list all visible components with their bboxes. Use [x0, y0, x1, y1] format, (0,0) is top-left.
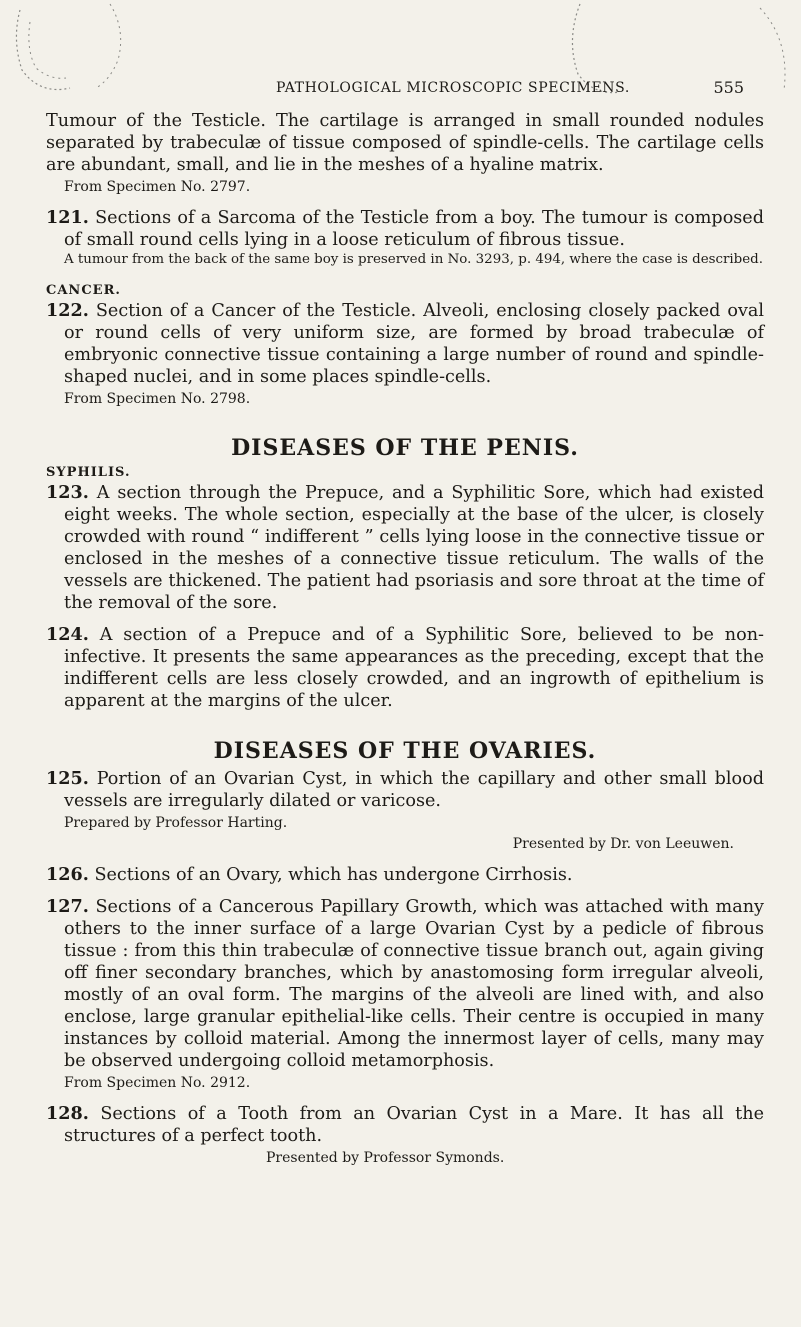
entry-123-number: 123.: [46, 482, 89, 503]
entry-128-text: Sections of a Tooth from an Ovarian Cyst in a Mare. It has all the structures of a perfect tooth.: [64, 1104, 764, 1146]
entry-124-text: A section of a Prepuce and of a Syphilitic Sore, believed to be non-infective. It presents the same appearances as the preceding, except that the indifferent cells are less closely crowded, and an ingrowth of epithelium is apparent at the margins of the ulcer.: [64, 625, 764, 711]
entry-126: [46, 864, 764, 886]
entry-124-number: 124.: [46, 624, 89, 645]
cancer-subheading: CANCER.: [46, 283, 121, 298]
entry-126-text: Sections of an Ovary, which has undergone Cirrhosis.: [94, 865, 573, 885]
ink-stain-left: [16, 10, 70, 90]
entry-127-text: Sections of a Cancerous Papillary Growth, which was attached with many others to the inner surface of a large Ovarian Cyst by a pedicle of fibrous tissue : from this thin trabeculæ of connective tissue branch out, again giving off finer secondary branches, which by anastomosing form irregular alveoli, mostly of an oval form. The margins of the alveoli are lined with, and also enclose, large granular epithelial-like cells. Their centre is occupied in many instances by colloid material. Among the innermost layer of cells, many may be observed undergoing colloid metamorphosis.: [64, 897, 764, 1071]
ink-stain-far-right: [760, 8, 785, 90]
entry-121-text: Sections of a Sarcoma of the Testicle from a boy. The tumour is composed of small round cells lying in a loose reticulum of fibrous tissue.: [64, 208, 764, 250]
section-heading-penis: DISEASES OF THE PENIS.: [231, 435, 579, 461]
entry-122: [46, 300, 764, 388]
intro-source: From Specimen No. 2797.: [64, 179, 251, 195]
entry-122-number: 122.: [46, 300, 89, 321]
ink-stain-center: [96, 4, 121, 88]
entry-128-number: 128.: [46, 1103, 89, 1124]
syphilis-subheading: SYPHILIS.: [46, 465, 131, 480]
entry-124: [46, 624, 764, 712]
page-header: [46, 80, 764, 106]
ink-stain-left-inner: [29, 22, 66, 78]
entry-122-source: From Specimen No. 2798.: [64, 391, 251, 407]
entry-121-note: A tumour from the back of the same boy is preserved in No. 3293, p. 494, where the case is described.: [64, 252, 764, 267]
entry-125-text: Portion of an Ovarian Cyst, in which the capillary and other small blood vessels are irregularly dilated or varicose.: [64, 769, 765, 811]
entry-125-number: 125.: [46, 768, 89, 789]
entry-128: [46, 1103, 764, 1147]
entry-125-prepared: Prepared by Professor Harting.: [64, 815, 288, 831]
section-heading-ovaries: DISEASES OF THE OVARIES.: [213, 738, 597, 764]
entry-122-text: Section of a Cancer of the Testicle. Alveoli, enclosing closely packed oval or round cells of very uniform size, are formed by broad trabeculæ of embryonic connective tissue containing a large number of round and spindle-shaped nuclei, and in some places spindle-cells.: [64, 301, 765, 387]
entry-121-number: 121.: [46, 207, 89, 228]
entry-125-presented: Presented by Dr. von Leeuwen.: [512, 836, 734, 852]
entry-127-source: From Specimen No. 2912.: [64, 1075, 251, 1091]
entry-123-text: A section through the Prepuce, and a Syphilitic Sore, which had existed eight weeks. The whole section, especially at the base of the ulcer, is closely crowded with round “ indifferent ” cells lying loose in the connective tissue or enclosed in the meshes of a connective tissue reticulum. The walls of the vessels are thickened. The patient had psoriasis and sore throat at the time of the removal of the sore.: [64, 483, 765, 613]
entry-123: [46, 482, 764, 614]
entry-121: [46, 207, 764, 251]
running-title: PATHOLOGICAL MICROSCOPIC SPECIMENS.: [276, 80, 630, 96]
entry-125: [46, 768, 764, 812]
entry-127: [46, 896, 764, 1072]
entry-128-presented: Presented by Professor Symonds.: [266, 1150, 505, 1166]
intro-entry: Tumour of the Testicle. The cartilage is arranged in small rounded nodules separated by trabeculæ of tissue composed of spindle-cells. The cartilage cells are abundant, small, and lie in the meshes of a hyaline matrix.: [46, 111, 764, 175]
entry-126-number: 126.: [46, 864, 89, 885]
page-number: 555: [713, 78, 744, 97]
entry-127-number: 127.: [46, 896, 89, 917]
document-page: [46, 80, 764, 1168]
